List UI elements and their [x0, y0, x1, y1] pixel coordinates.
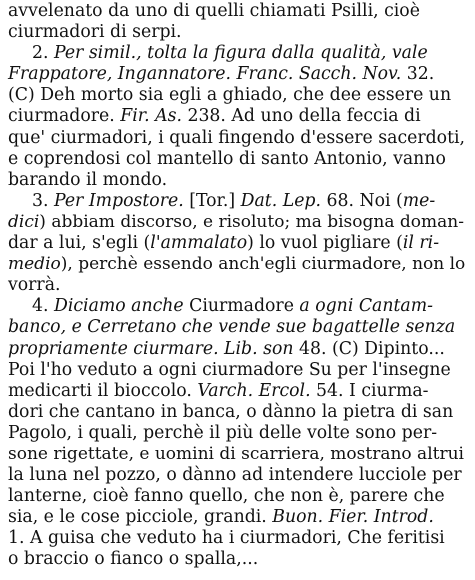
text-line-18: Poi l'ho veduto a ogni ciurmadore Su per l'insegne — [8, 359, 451, 380]
sense-definition: banco, e Cerretano che vende sue bagattelle senza — [8, 317, 456, 338]
gloss-text: medio — [8, 254, 61, 275]
text-line-3 — [8, 43, 465, 64]
text-line-6 — [8, 106, 465, 127]
sense-number: 3. — [32, 190, 54, 211]
quotation-text: 48. (C) Dipinto... — [293, 338, 445, 359]
text-line-4 — [8, 64, 465, 85]
sense-number: 2. — [32, 43, 54, 64]
citation-source: Dat. Lep. — [240, 190, 321, 211]
text-line-21: Pagolo, i quali, perchè il più delle volte sono per- — [8, 422, 438, 443]
citation-source: Fir. As. — [120, 106, 182, 127]
sense-definition: Per simil., tolta la figura dalla qualità, vale — [53, 43, 428, 64]
quotation-text: sia, e le cose picciole, grandi. — [8, 507, 273, 528]
quotation-text: ) abbiam discorso, e risoluto; ma bisogna doman- — [39, 211, 464, 232]
text-line-19 — [8, 381, 465, 402]
sense-number: 4. — [32, 296, 54, 317]
quotation-text: (C) Deh morto sia egli a ghiado, che dee essere un — [8, 85, 452, 106]
text-line-27: o braccio o fianco o spalla,... — [8, 549, 259, 570]
text-line-17 — [8, 339, 465, 360]
text-line-11 — [8, 212, 465, 233]
definition-text: Frappatore, Ingannatore. Franc. Sacch. Nov. — [8, 64, 402, 85]
text-line-24: lanterne, cioè fanno quello, che non è, parere che — [8, 486, 445, 507]
text-line-12 — [8, 233, 465, 254]
quotation-text: ) lo vuol pigliare ( — [247, 233, 403, 254]
text-line-26: 1. A guisa che veduto ha i ciurmadori, Che feritisi — [8, 528, 445, 549]
text-line-16 — [8, 317, 465, 338]
gloss-text: il ri- — [402, 233, 440, 254]
sense-definition: a ogni Cantam- — [299, 296, 433, 317]
citation-source: Varch. Ercol. — [197, 380, 311, 401]
text-line-10 — [8, 191, 465, 212]
text-line-13 — [8, 254, 465, 275]
headword: Ciurmadore — [183, 296, 300, 317]
editor-tag: [Tor.] — [183, 190, 241, 211]
text-line-9: barando il mondo. — [8, 169, 168, 190]
text-line-5 — [8, 85, 465, 106]
text-line-14: vorrà. — [8, 275, 61, 296]
text-line-20: dori che cantano in banca, o dànno la pietra di san — [8, 401, 454, 422]
text-line-25 — [8, 507, 465, 528]
quotation-text: 68. Noi ( — [320, 190, 403, 211]
text-line-7: que' ciurmadori, i quali fingendo d'essere sacerdoti, — [8, 127, 466, 148]
gloss-text: dici — [8, 211, 40, 232]
text-line-22: sone rigettate, e uomini di scarriera, mostrano altrui — [8, 443, 464, 464]
quotation-text: 54. I ciurma- — [310, 380, 429, 401]
text-line-1: avvelenato da uno di quelli chiamati Psilli, cioè — [8, 1, 420, 21]
sense-definition: Diciamo anche — [53, 296, 184, 317]
text-line-23: la luna nel pozzo, o dànno ad intendere lucciole per — [8, 465, 462, 486]
quotation-text: dar a lui, s'egli ( — [8, 233, 151, 254]
citation-source: Buon. Fier. Introd. — [272, 507, 434, 528]
sense-definition: propriamente ciurmare. Lib. son — [8, 338, 294, 359]
quotation-text: ), perchè essendo anch'egli ciurmadore, non lo — [60, 254, 466, 275]
text-line-15 — [8, 296, 465, 317]
quotation-text: medicarti il bioccolo. — [8, 380, 198, 401]
gloss-text: me- — [402, 190, 436, 211]
sense-definition: Per Impostore. — [53, 190, 184, 211]
text-line-8: e coprendosi col mantello di santo Antonio, vanno — [8, 148, 446, 169]
text-line-2: ciurmadori di serpi. — [8, 22, 182, 43]
citation-number: 32. — [401, 64, 435, 85]
quotation-text: 238. Ad uno della feccia di — [181, 106, 421, 127]
gloss-text: l'ammalato — [150, 233, 248, 254]
quotation-text: ciurmadore. — [8, 106, 121, 127]
